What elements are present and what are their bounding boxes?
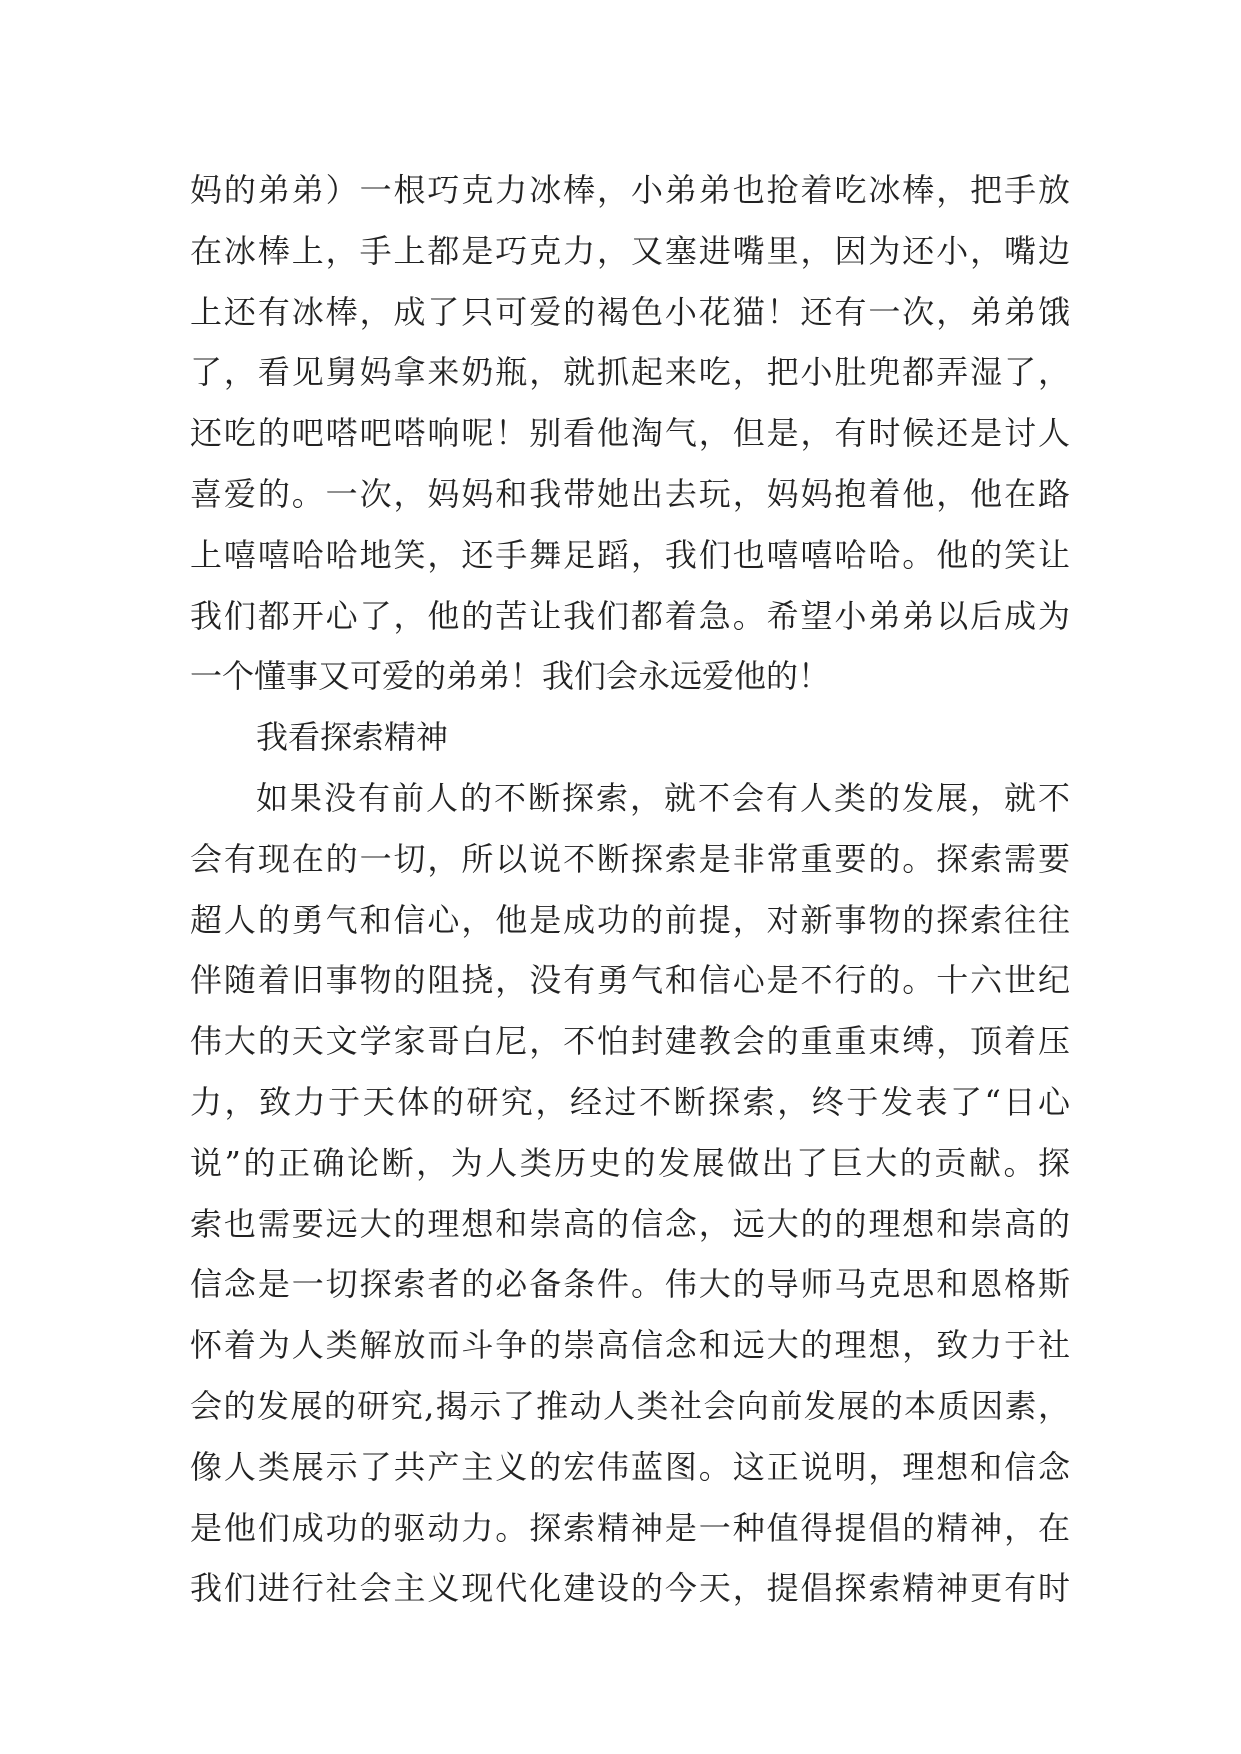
section-title: 我看探索精神 — [256, 718, 449, 757]
text-line: 了，看见舅妈拿来奶瓶，就抓起来吃，把小肚兜都弄湿了， — [190, 353, 1070, 392]
text-line: 是他们成功的驱动力。探索精神是一种值得提倡的精神，在 — [190, 1508, 1070, 1547]
body-text — [190, 160, 1070, 1619]
text-line: 怀着为人类解放而斗争的崇高信念和远大的理想，致力于社 — [190, 1326, 1070, 1365]
text-line: 力，致力于天体的研究，经过不断探索，终于发表了“日心 — [190, 1082, 1070, 1121]
text-line: 伟大的天文学家哥白尼，不怕封建教会的重重束缚，顶着压 — [190, 1022, 1070, 1061]
text-line: 还吃的吧嗒吧嗒响呢！别看他淘气，但是，有时候还是讨人 — [190, 414, 1070, 453]
text-line: 在冰棒上，手上都是巧克力，又塞进嘴里，因为还小，嘴边 — [190, 231, 1070, 270]
text-line: 索也需要远大的理想和崇高的信念，远大的的理想和崇高的 — [190, 1204, 1070, 1243]
text-line: 像人类展示了共产主义的宏伟蓝图。这正说明，理想和信念 — [190, 1447, 1070, 1486]
text-line: 说”的正确论断，为人类历史的发展做出了巨大的贡献。探 — [190, 1143, 1070, 1182]
text-line: 会有现在的一切，所以说不断探索是非常重要的。探索需要 — [190, 839, 1070, 878]
text-line: 信念是一切探索者的必备条件。伟大的导师马克思和恩格斯 — [190, 1265, 1070, 1304]
text-line: 会的发展的研究,揭示了推动人类社会向前发展的本质因素， — [190, 1386, 1070, 1425]
text-line: 超人的勇气和信心，他是成功的前提，对新事物的探索往往 — [190, 900, 1070, 939]
text-line: 妈的弟弟）一根巧克力冰棒，小弟弟也抢着吃冰棒，把手放 — [190, 171, 1070, 209]
text-line: 我们都开心了，他的苦让我们都着急。希望小弟弟以后成为 — [190, 596, 1070, 635]
text-line: 上还有冰棒，成了只可爱的褐色小花猫！还有一次，弟弟饿 — [190, 292, 1070, 331]
text-line: 上嘻嘻哈哈地笑，还手舞足蹈，我们也嘻嘻哈哈。他的笑让 — [190, 535, 1070, 574]
text-line: 一个懂事又可爱的弟弟！我们会永远爱他的！ — [190, 657, 831, 696]
text-line: 我们进行社会主义现代化建设的今天，提倡探索精神更有时 — [190, 1569, 1070, 1608]
text-line: 伴随着旧事物的阻挠，没有勇气和信心是不行的。十六世纪 — [190, 961, 1070, 1000]
text-line: 如果没有前人的不断探索，就不会有人类的发展，就不 — [256, 778, 1070, 817]
text-line: 喜爱的。一次，妈妈和我带她出去玩，妈妈抱着他，他在路 — [190, 474, 1070, 513]
